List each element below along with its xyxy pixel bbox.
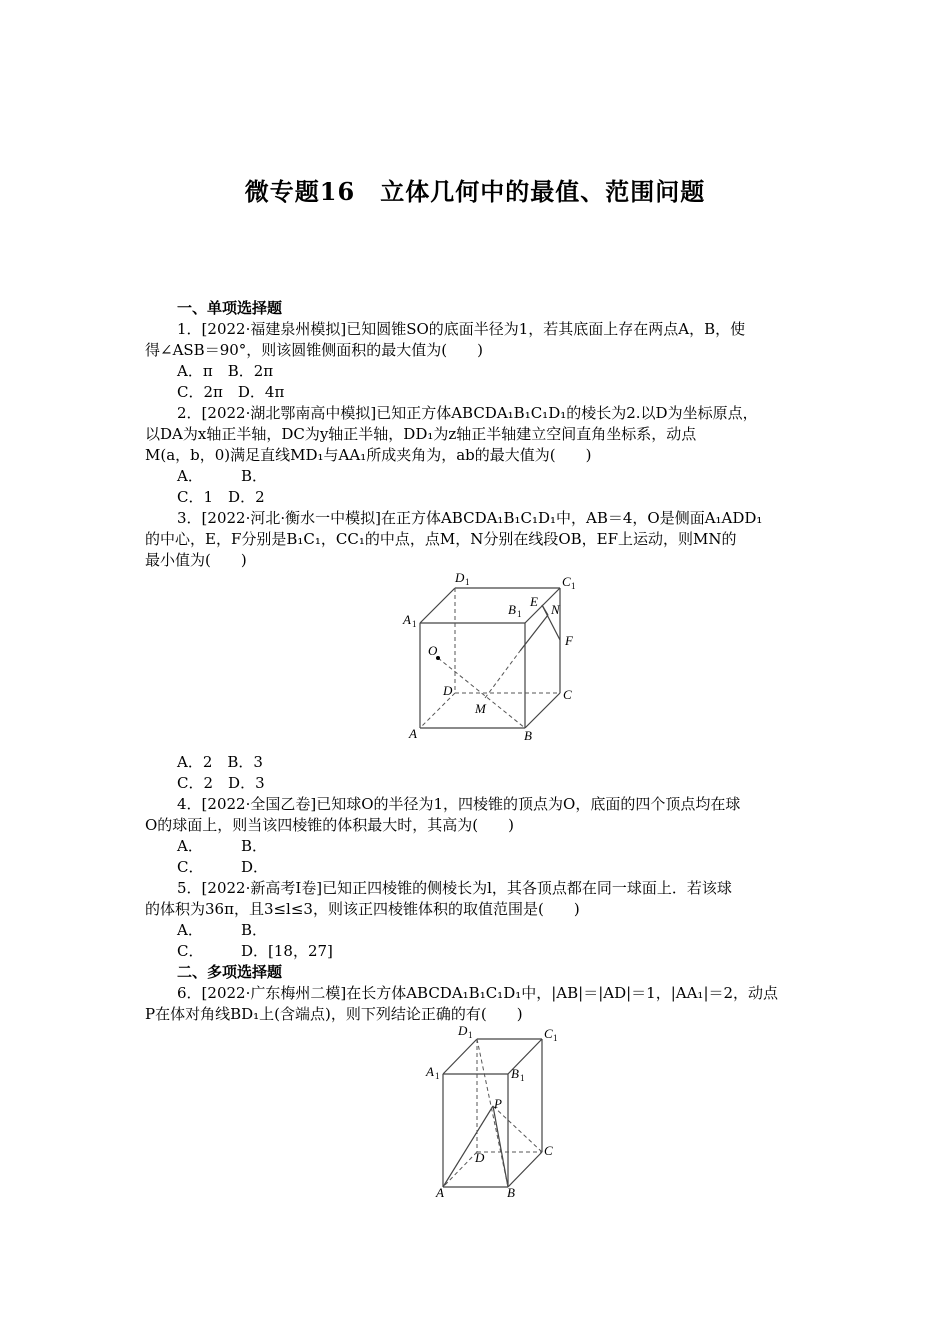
label-a: A — [436, 1185, 444, 1200]
cube-figure — [395, 568, 585, 746]
label-p: P — [494, 1096, 502, 1111]
question-4-options-cd — [177, 857, 268, 878]
label-a: A — [409, 726, 417, 741]
option-b: B． — [241, 837, 268, 855]
label-b1: B — [511, 1066, 519, 1081]
question-6-line-2: P在体对角线BD₁上(含端点)，则下列结论正确的有( ) — [145, 1005, 523, 1023]
question-3-options-cd — [177, 773, 265, 794]
section-heading-multi: 二、多项选择题 — [177, 963, 283, 981]
option-c: C．2π — [177, 383, 223, 401]
label-m: M — [475, 701, 486, 716]
question-3-options-ab — [177, 752, 263, 773]
question-2-options-cd — [177, 487, 265, 508]
svg-text:1: 1 — [553, 1033, 558, 1043]
option-c: C．2 — [177, 774, 214, 792]
page-title: 微专题16 立体几何中的最值、范围问题 — [244, 177, 706, 206]
option-b: B． — [241, 921, 268, 939]
question-3-line-1: 3．[2022·河北·衡水一中模拟]在正方体ABCDA₁B₁C₁D₁中，AB＝4，O是侧面A₁ADD₁ — [177, 509, 763, 527]
label-n: N — [551, 602, 560, 617]
svg-text:1: 1 — [465, 577, 470, 587]
label-a1: A — [403, 612, 411, 627]
option-b: B．3 — [227, 753, 263, 771]
option-d: D．3 — [228, 774, 265, 792]
section-heading-single: 一、单项选择题 — [177, 299, 283, 317]
svg-text:1: 1 — [571, 581, 576, 591]
question-1-line-1: 1．[2022·福建泉州模拟]已知圆锥SO的底面半径为1，若其底面上存在两点A，B，使 — [177, 320, 746, 338]
question-3-line-2: 的中心，E，F分别是B₁C₁，CC₁的中点，点M，N分别在线段OB，EF上运动，则MN的 — [145, 530, 737, 548]
label-b1: B — [508, 602, 516, 617]
question-1-options-ab — [177, 361, 273, 382]
svg-text:1: 1 — [435, 1071, 440, 1081]
question-5-line-2: 的体积为36π，且3≤l≤3，则该正四棱锥体积的取值范围是( ) — [145, 900, 580, 918]
label-o: O — [428, 643, 438, 658]
option-a: A． — [177, 921, 203, 939]
question-3-line-3: 最小值为( ) — [145, 551, 247, 569]
label-e: E — [530, 594, 538, 609]
option-a: A． — [177, 837, 203, 855]
option-b: B． — [241, 467, 268, 485]
option-d: D．[18，27] — [241, 942, 333, 960]
question-1-options-cd — [177, 382, 284, 403]
option-c: C．1 — [177, 488, 214, 506]
label-c: C — [544, 1143, 553, 1158]
question-5-options-ab — [177, 920, 267, 941]
question-5-line-1: 5．[2022·新高考Ⅰ卷]已知正四棱锥的侧棱长为l，其各顶点都在同一球面上．若该球 — [177, 879, 732, 897]
option-d: D． — [241, 858, 269, 876]
label-d1: D — [455, 570, 465, 585]
question-2-options-ab — [177, 466, 267, 487]
label-d: D — [475, 1150, 485, 1165]
option-c: C． — [177, 858, 204, 876]
option-b: B．2π — [227, 362, 274, 380]
label-b: B — [507, 1185, 515, 1200]
label-b: B — [524, 728, 532, 743]
label-a1: A — [426, 1064, 434, 1079]
question-2-line-3: M(a，b，0)满足直线MD₁与AA₁所成夹角为，ab的最大值为( ) — [145, 446, 592, 464]
option-d: D．2 — [228, 488, 265, 506]
label-d1: D — [458, 1023, 468, 1038]
question-4-line-1: 4．[2022·全国乙卷]已知球O的半径为1，四棱锥的顶点为O，底面的四个顶点均在球 — [177, 795, 741, 813]
label-c: C — [563, 687, 572, 702]
question-1-line-2: 得∠ASB＝90°，则该圆锥侧面积的最大值为( ) — [145, 341, 483, 359]
cuboid-figure — [420, 1022, 560, 1200]
question-6-line-1: 6．[2022·广东梅州二模]在长方体ABCDA₁B₁C₁D₁中，|AB|＝|AD|＝1，|AA₁|＝2，动点 — [177, 984, 779, 1002]
question-2-line-2: 以DA为x轴正半轴，DC为y轴正半轴，DD₁为z轴正半轴建立空间直角坐标系，动点 — [145, 425, 697, 443]
question-5-options-cd — [177, 941, 333, 962]
svg-text:1: 1 — [517, 609, 522, 619]
svg-text:1: 1 — [412, 619, 417, 629]
question-4-options-ab — [177, 836, 267, 857]
svg-text:1: 1 — [468, 1030, 473, 1040]
option-c: C． — [177, 942, 204, 960]
option-d: D．4π — [237, 383, 285, 401]
question-2-line-1: 2．[2022·湖北鄂南高中模拟]已知正方体ABCDA₁B₁C₁D₁的棱长为2.以D为坐标原点， — [177, 404, 758, 422]
label-d: D — [443, 683, 453, 698]
option-a: A．π — [177, 362, 213, 380]
label-f: F — [565, 633, 573, 648]
option-a: A．2 — [177, 753, 213, 771]
svg-text:1: 1 — [520, 1073, 525, 1083]
question-4-line-2: O的球面上，则当该四棱锥的体积最大时，其高为( ) — [145, 816, 515, 834]
option-a: A． — [177, 467, 203, 485]
label-c1: C — [562, 574, 571, 589]
label-c1: C — [544, 1026, 553, 1041]
